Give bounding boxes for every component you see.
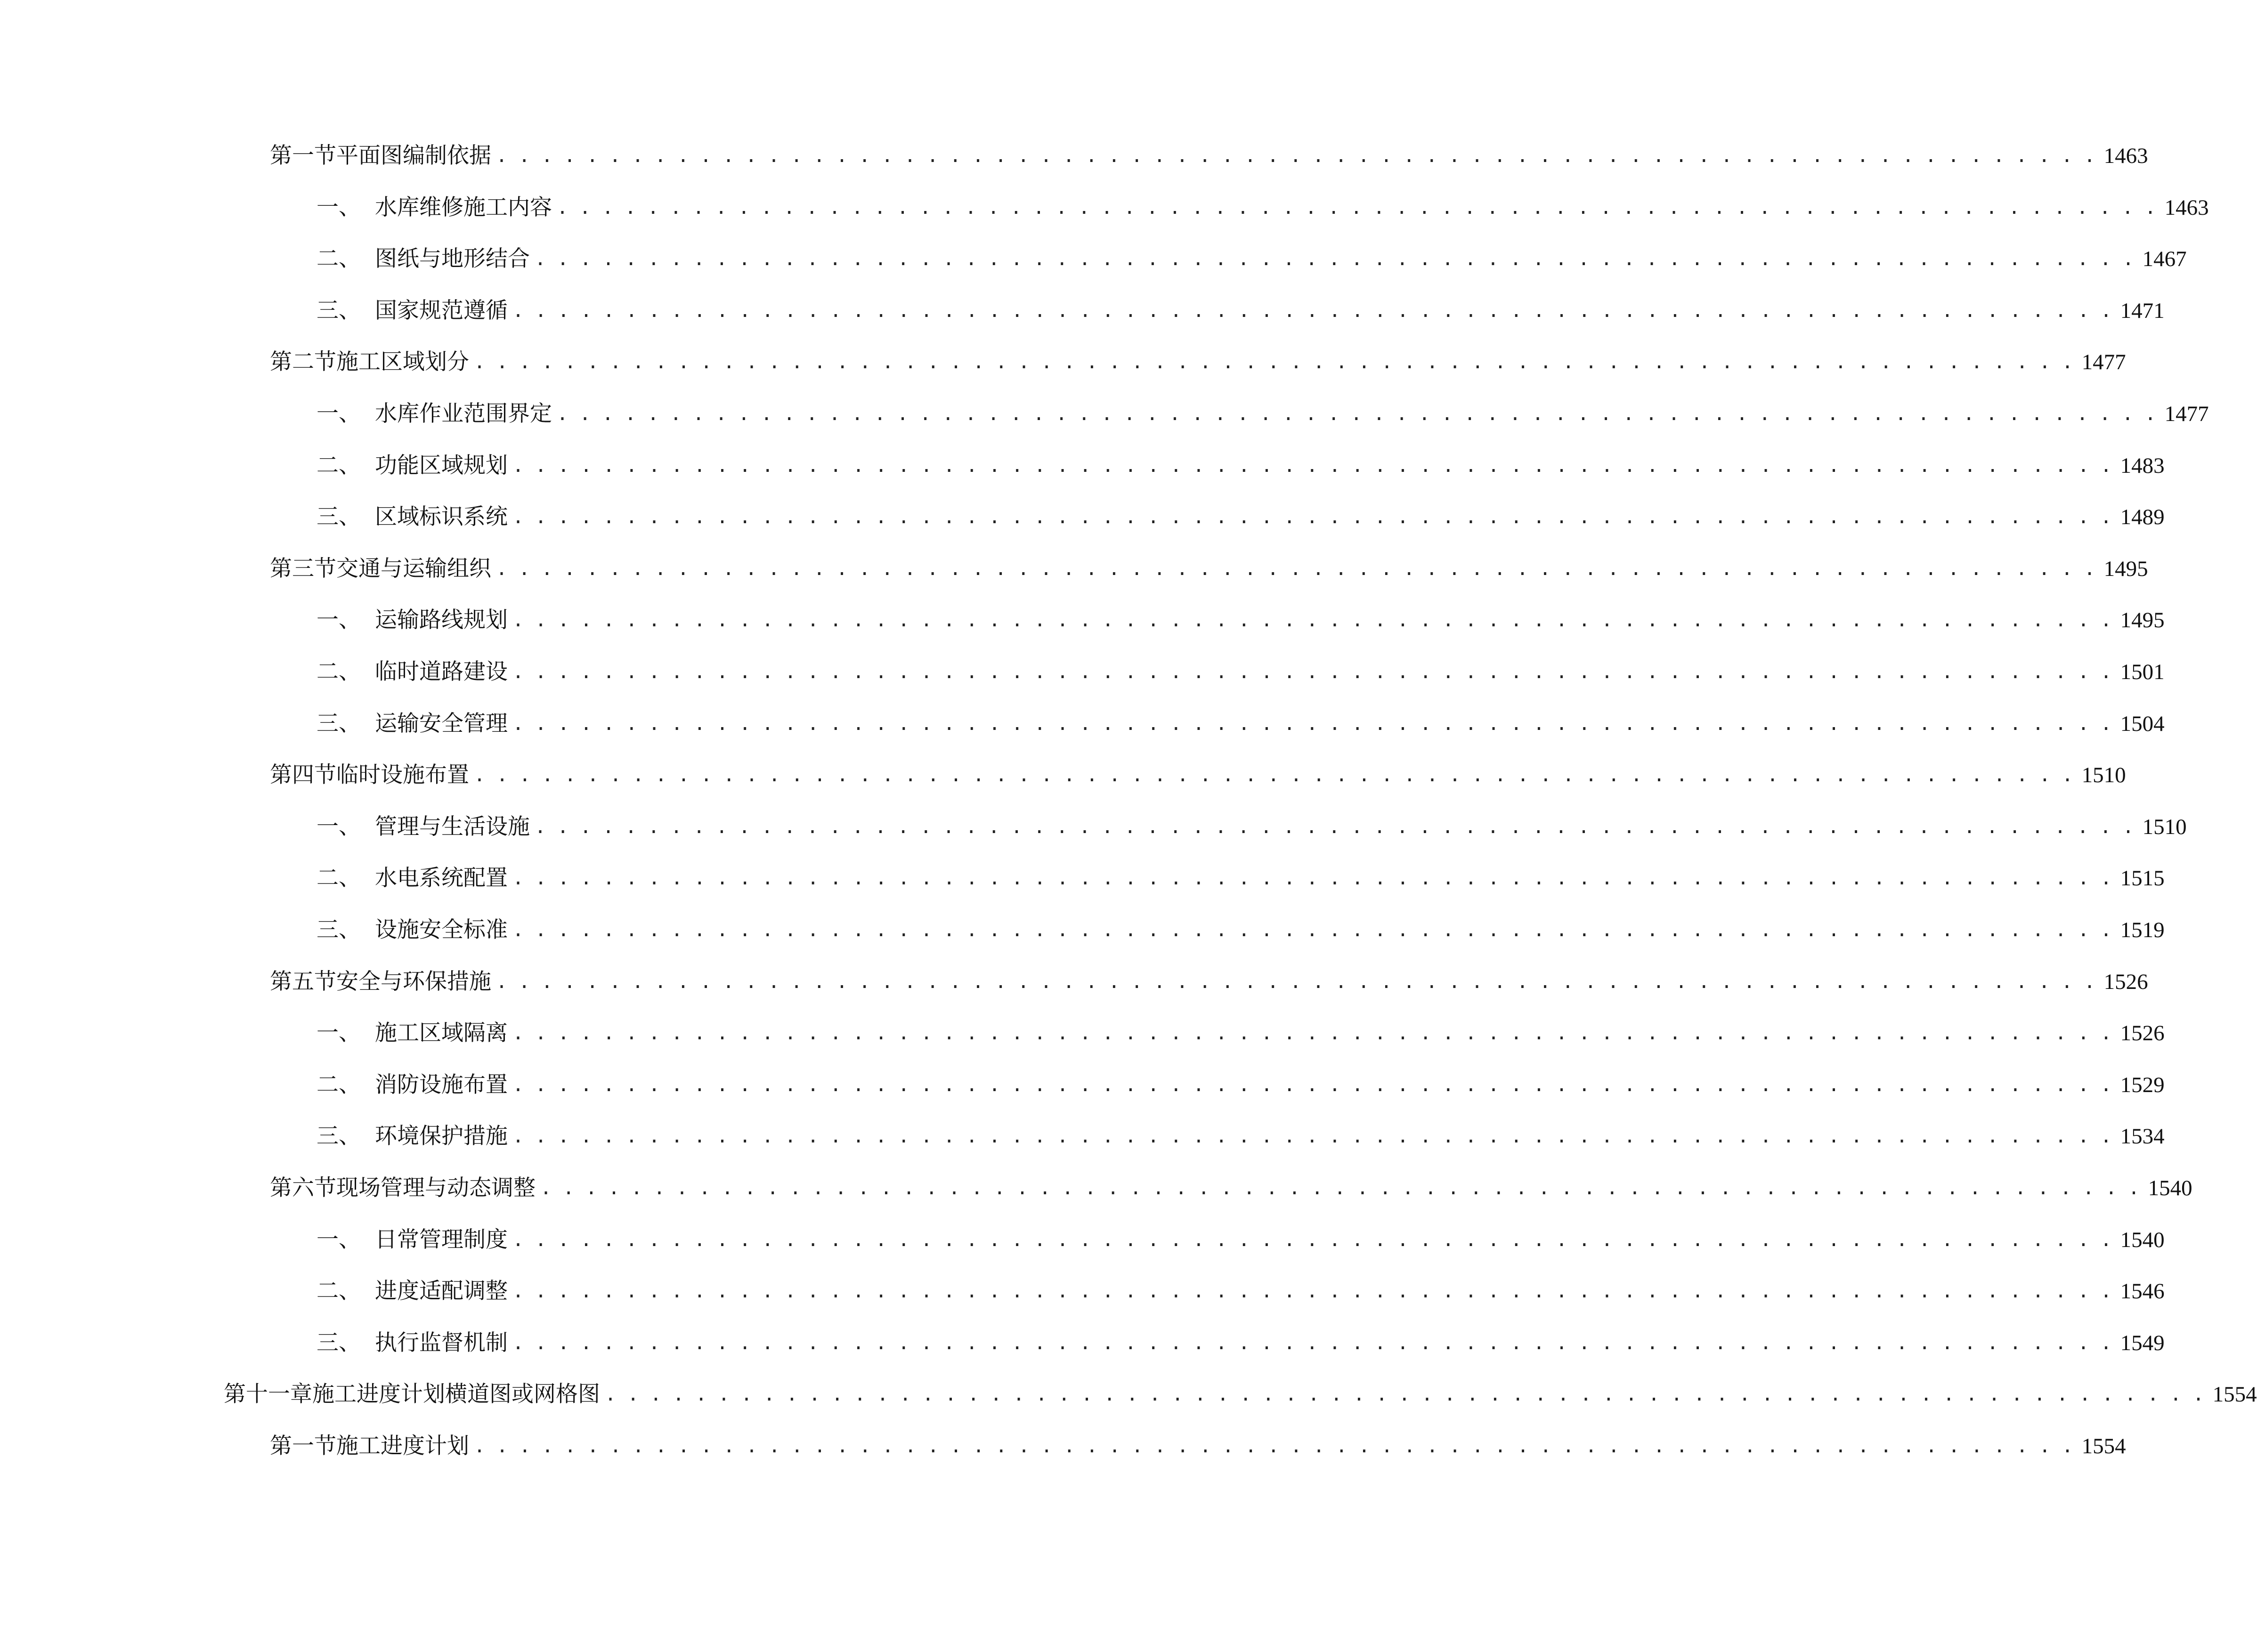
toc-entry-title: 水电系统配置 [375, 865, 508, 891]
toc-entry-number: 第五节 [270, 969, 336, 995]
toc-entry[interactable] [317, 1327, 2165, 1360]
toc-entry-number: 二、 [317, 1278, 361, 1304]
toc-entry-number: 二、 [317, 453, 361, 478]
toc-entry-page-number: 1526 [2120, 1021, 2165, 1045]
toc-entry-number: 一、 [317, 401, 361, 427]
toc-entry-number: 第三节 [270, 556, 336, 582]
toc-entry-page-number: 1495 [2103, 557, 2148, 581]
toc-dot-leader: . . . . . . . . . . . . . . . . . . . . . . . . . . . . . . . . . . . . . . . . . . . . . . . . . . . . . . . . . . . . . . . . . . . . . . . [512, 1126, 2112, 1147]
toc-entry-number: 三、 [317, 917, 361, 943]
toc-entry-title: 日常管理制度 [375, 1227, 508, 1253]
toc-entry-title: 水库作业范围界定 [375, 401, 552, 427]
toc-entry-title: 施工进度计划横道图或网格图 [312, 1381, 600, 1407]
toc-entry[interactable] [270, 1172, 2192, 1205]
toc-dot-leader: . . . . . . . . . . . . . . . . . . . . . . . . . . . . . . . . . . . . . . . . . . . . . . . . . . . . . . . . . . . . . . . . . . . . . . . [512, 455, 2112, 477]
toc-entry-number: 第十一章 [224, 1381, 312, 1407]
toc-entry[interactable] [317, 707, 2165, 740]
toc-entry-page-number: 1526 [2103, 970, 2148, 994]
toc-entry-page-number: 1471 [2120, 299, 2165, 323]
toc-entry-number: 第二节 [270, 349, 336, 375]
toc-dot-leader: . . . . . . . . . . . . . . . . . . . . . . . . . . . . . . . . . . . . . . . . . . . . . . . . . . . . . . . . . . . . . . . . . . . . . . . [512, 300, 2112, 322]
toc-entry[interactable] [317, 656, 2165, 688]
toc-entry-number: 二、 [317, 246, 361, 272]
toc-entry-title: 临时设施布置 [336, 762, 469, 788]
toc-entry-title: 施工区域划分 [336, 349, 469, 375]
toc-entry-number: 一、 [317, 1020, 361, 1046]
toc-entry-page-number: 1467 [2142, 247, 2187, 271]
toc-entry-page-number: 1463 [2164, 195, 2209, 220]
toc-entry[interactable] [317, 914, 2165, 947]
toc-entry-number: 三、 [317, 1123, 361, 1149]
toc-entry-number: 一、 [317, 1227, 361, 1253]
toc-dot-leader: . . . . . . . . . . . . . . . . . . . . . . . . . . . . . . . . . . . . . . . . . . . . . . . . . . . . . . . . . . . . . . . . . . . . . . . [512, 506, 2112, 528]
toc-entry[interactable] [317, 1223, 2165, 1256]
toc-dot-leader: . . . . . . . . . . . . . . . . . . . . . . . . . . . . . . . . . . . . . . . . . . . . . . . . . . . . . . . . . . . . . . . . . . . . . . . [557, 197, 2156, 219]
toc-dot-leader: . . . . . . . . . . . . . . . . . . . . . . . . . . . . . . . . . . . . . . . . . . . . . . . . . . . . . . . . . . . . . . . . . . . . . . . [496, 971, 2095, 993]
toc-entry-title: 平面图编制依据 [336, 143, 491, 169]
toc-entry-page-number: 1534 [2120, 1124, 2165, 1149]
toc-entry-title: 交通与运输组织 [336, 556, 491, 582]
toc-entry-title: 现场管理与动态调整 [336, 1175, 536, 1201]
toc-entry[interactable] [270, 759, 2126, 792]
toc-entry-number: 二、 [317, 865, 361, 891]
toc-entry-page-number: 1489 [2120, 505, 2165, 529]
toc-entry-page-number: 1540 [2148, 1176, 2192, 1200]
toc-dot-leader: . . . . . . . . . . . . . . . . . . . . . . . . . . . . . . . . . . . . . . . . . . . . . . . . . . . . . . . . . . . . . . . . . . . . . . . [605, 1384, 2204, 1405]
toc-entry[interactable] [317, 191, 2209, 224]
toc-entry-number: 二、 [317, 659, 361, 685]
toc-entry-number: 第四节 [270, 762, 336, 788]
toc-entry-number: 第六节 [270, 1175, 336, 1201]
toc-entry[interactable] [317, 243, 2187, 275]
toc-dot-leader: . . . . . . . . . . . . . . . . . . . . . . . . . . . . . . . . . . . . . . . . . . . . . . . . . . . . . . . . . . . . . . . . . . . . . . . [496, 145, 2095, 167]
toc-entry-title: 施工区域隔离 [375, 1020, 508, 1046]
toc-entry-title: 消防设施布置 [375, 1072, 508, 1098]
toc-dot-leader: . . . . . . . . . . . . . . . . . . . . . . . . . . . . . . . . . . . . . . . . . . . . . . . . . . . . . . . . . . . . . . . . . . . . . . . [512, 867, 2112, 889]
toc-entry-title: 设施安全标准 [375, 917, 508, 943]
toc-entry-number: 二、 [317, 1072, 361, 1098]
toc-entry-title: 图纸与地形结合 [375, 246, 530, 272]
toc-entry-page-number: 1463 [2103, 144, 2148, 168]
toc-dot-leader: . . . . . . . . . . . . . . . . . . . . . . . . . . . . . . . . . . . . . . . . . . . . . . . . . . . . . . . . . . . . . . . . . . . . . . . [512, 1229, 2112, 1251]
toc-entry-page-number: 1554 [2081, 1434, 2126, 1458]
toc-entry-page-number: 1477 [2164, 402, 2209, 426]
toc-entry-page-number: 1515 [2120, 866, 2165, 891]
toc-entry[interactable] [270, 139, 2148, 172]
toc-entry[interactable] [270, 1430, 2126, 1463]
toc-entry-title: 运输安全管理 [375, 711, 508, 737]
toc-entry[interactable] [270, 965, 2148, 998]
toc-entry-page-number: 1529 [2120, 1073, 2165, 1097]
toc-entry[interactable] [317, 1069, 2165, 1101]
toc-entry-title: 国家规范遵循 [375, 298, 508, 324]
toc-entry-title: 功能区域规划 [375, 453, 508, 478]
toc-dot-leader: . . . . . . . . . . . . . . . . . . . . . . . . . . . . . . . . . . . . . . . . . . . . . . . . . . . . . . . . . . . . . . . . . . . . . . . [512, 1332, 2112, 1354]
toc-entry-title: 进度适配调整 [375, 1278, 508, 1304]
toc-entry-number: 一、 [317, 814, 361, 840]
toc-entry[interactable] [317, 604, 2165, 637]
toc-entry[interactable] [317, 501, 2165, 534]
toc-entry-page-number: 1501 [2120, 660, 2165, 684]
toc-dot-leader: . . . . . . . . . . . . . . . . . . . . . . . . . . . . . . . . . . . . . . . . . . . . . . . . . . . . . . . . . . . . . . . . . . . . . . . [512, 713, 2112, 735]
toc-entry-number: 三、 [317, 1330, 361, 1356]
toc-entry-number: 三、 [317, 298, 361, 324]
toc-entry[interactable] [270, 552, 2148, 585]
toc-entry-page-number: 1510 [2142, 815, 2187, 839]
toc-dot-leader: . . . . . . . . . . . . . . . . . . . . . . . . . . . . . . . . . . . . . . . . . . . . . . . . . . . . . . . . . . . . . . . . . . . . . . . [535, 816, 2134, 838]
toc-dot-leader: . . . . . . . . . . . . . . . . . . . . . . . . . . . . . . . . . . . . . . . . . . . . . . . . . . . . . . . . . . . . . . . . . . . . . . . [512, 661, 2112, 683]
toc-entry[interactable] [224, 1378, 2257, 1411]
toc-entry-page-number: 1495 [2120, 608, 2165, 632]
toc-entry-title: 环境保护措施 [375, 1123, 508, 1149]
toc-entry-page-number: 1510 [2081, 763, 2126, 787]
toc-dot-leader: . . . . . . . . . . . . . . . . . . . . . . . . . . . . . . . . . . . . . . . . . . . . . . . . . . . . . . . . . . . . . . . . . . . . . . . [512, 1280, 2112, 1302]
toc-entry-page-number: 1504 [2120, 712, 2165, 736]
toc-entry-title: 施工进度计划 [336, 1433, 469, 1459]
toc-dot-leader: . . . . . . . . . . . . . . . . . . . . . . . . . . . . . . . . . . . . . . . . . . . . . . . . . . . . . . . . . . . . . . . . . . . . . . . [512, 1022, 2112, 1044]
toc-entry-number: 一、 [317, 194, 361, 220]
toc-entry-number: 三、 [317, 504, 361, 530]
toc-dot-leader: . . . . . . . . . . . . . . . . . . . . . . . . . . . . . . . . . . . . . . . . . . . . . . . . . . . . . . . . . . . . . . . . . . . . . . . [535, 248, 2134, 270]
toc-entry-number: 第一节 [270, 1433, 336, 1459]
toc-entry-title: 临时道路建设 [375, 659, 508, 685]
toc-entry-title: 运输路线规划 [375, 607, 508, 633]
toc-entry-page-number: 1546 [2120, 1279, 2165, 1304]
toc-entry[interactable] [317, 1120, 2165, 1153]
toc-entry-title: 水库维修施工内容 [375, 194, 552, 220]
toc-dot-leader: . . . . . . . . . . . . . . . . . . . . . . . . . . . . . . . . . . . . . . . . . . . . . . . . . . . . . . . . . . . . . . . . . . . . . . . [512, 919, 2112, 941]
toc-dot-leader: . . . . . . . . . . . . . . . . . . . . . . . . . . . . . . . . . . . . . . . . . . . . . . . . . . . . . . . . . . . . . . . . . . . . . . . [512, 1074, 2112, 1096]
toc-entry-page-number: 1554 [2212, 1382, 2257, 1407]
toc-dot-leader: . . . . . . . . . . . . . . . . . . . . . . . . . . . . . . . . . . . . . . . . . . . . . . . . . . . . . . . . . . . . . . . . . . . . . . . [512, 609, 2112, 631]
toc-entry-page-number: 1483 [2120, 453, 2165, 478]
toc-entry-title: 执行监督机制 [375, 1330, 508, 1356]
toc-entry[interactable] [317, 1017, 2165, 1050]
toc-dot-leader: . . . . . . . . . . . . . . . . . . . . . . . . . . . . . . . . . . . . . . . . . . . . . . . . . . . . . . . . . . . . . . . . . . . . . . . [557, 403, 2156, 425]
toc-dot-leader: . . . . . . . . . . . . . . . . . . . . . . . . . . . . . . . . . . . . . . . . . . . . . . . . . . . . . . . . . . . . . . . . . . . . . . . [540, 1177, 2140, 1199]
toc-dot-leader: . . . . . . . . . . . . . . . . . . . . . . . . . . . . . . . . . . . . . . . . . . . . . . . . . . . . . . . . . . . . . . . . . . . . . . . [474, 764, 2073, 786]
toc-entry-title: 区域标识系统 [375, 504, 508, 530]
toc-entry[interactable] [317, 294, 2165, 327]
toc-dot-leader: . . . . . . . . . . . . . . . . . . . . . . . . . . . . . . . . . . . . . . . . . . . . . . . . . . . . . . . . . . . . . . . . . . . . . . . [474, 351, 2073, 373]
toc-entry[interactable] [317, 449, 2165, 482]
toc-dot-leader: . . . . . . . . . . . . . . . . . . . . . . . . . . . . . . . . . . . . . . . . . . . . . . . . . . . . . . . . . . . . . . . . . . . . . . . [496, 558, 2095, 580]
toc-entry-page-number: 1477 [2081, 350, 2126, 374]
toc-entry-number: 三、 [317, 711, 361, 737]
toc-entry-page-number: 1519 [2120, 918, 2165, 942]
toc-entry-page-number: 1540 [2120, 1228, 2165, 1252]
toc-entry-page-number: 1549 [2120, 1331, 2165, 1355]
toc-entry[interactable] [317, 1275, 2165, 1308]
toc-entry[interactable] [317, 810, 2187, 843]
toc-entry[interactable] [270, 346, 2126, 379]
toc-entry-number: 第一节 [270, 143, 336, 169]
toc-entry-title: 管理与生活设施 [375, 814, 530, 840]
toc-entry[interactable] [317, 862, 2165, 895]
toc-entry-number: 一、 [317, 607, 361, 633]
toc-entry[interactable] [317, 397, 2209, 430]
toc-entry-title: 安全与环保措施 [336, 969, 491, 995]
toc-dot-leader: . . . . . . . . . . . . . . . . . . . . . . . . . . . . . . . . . . . . . . . . . . . . . . . . . . . . . . . . . . . . . . . . . . . . . . . [474, 1435, 2073, 1457]
